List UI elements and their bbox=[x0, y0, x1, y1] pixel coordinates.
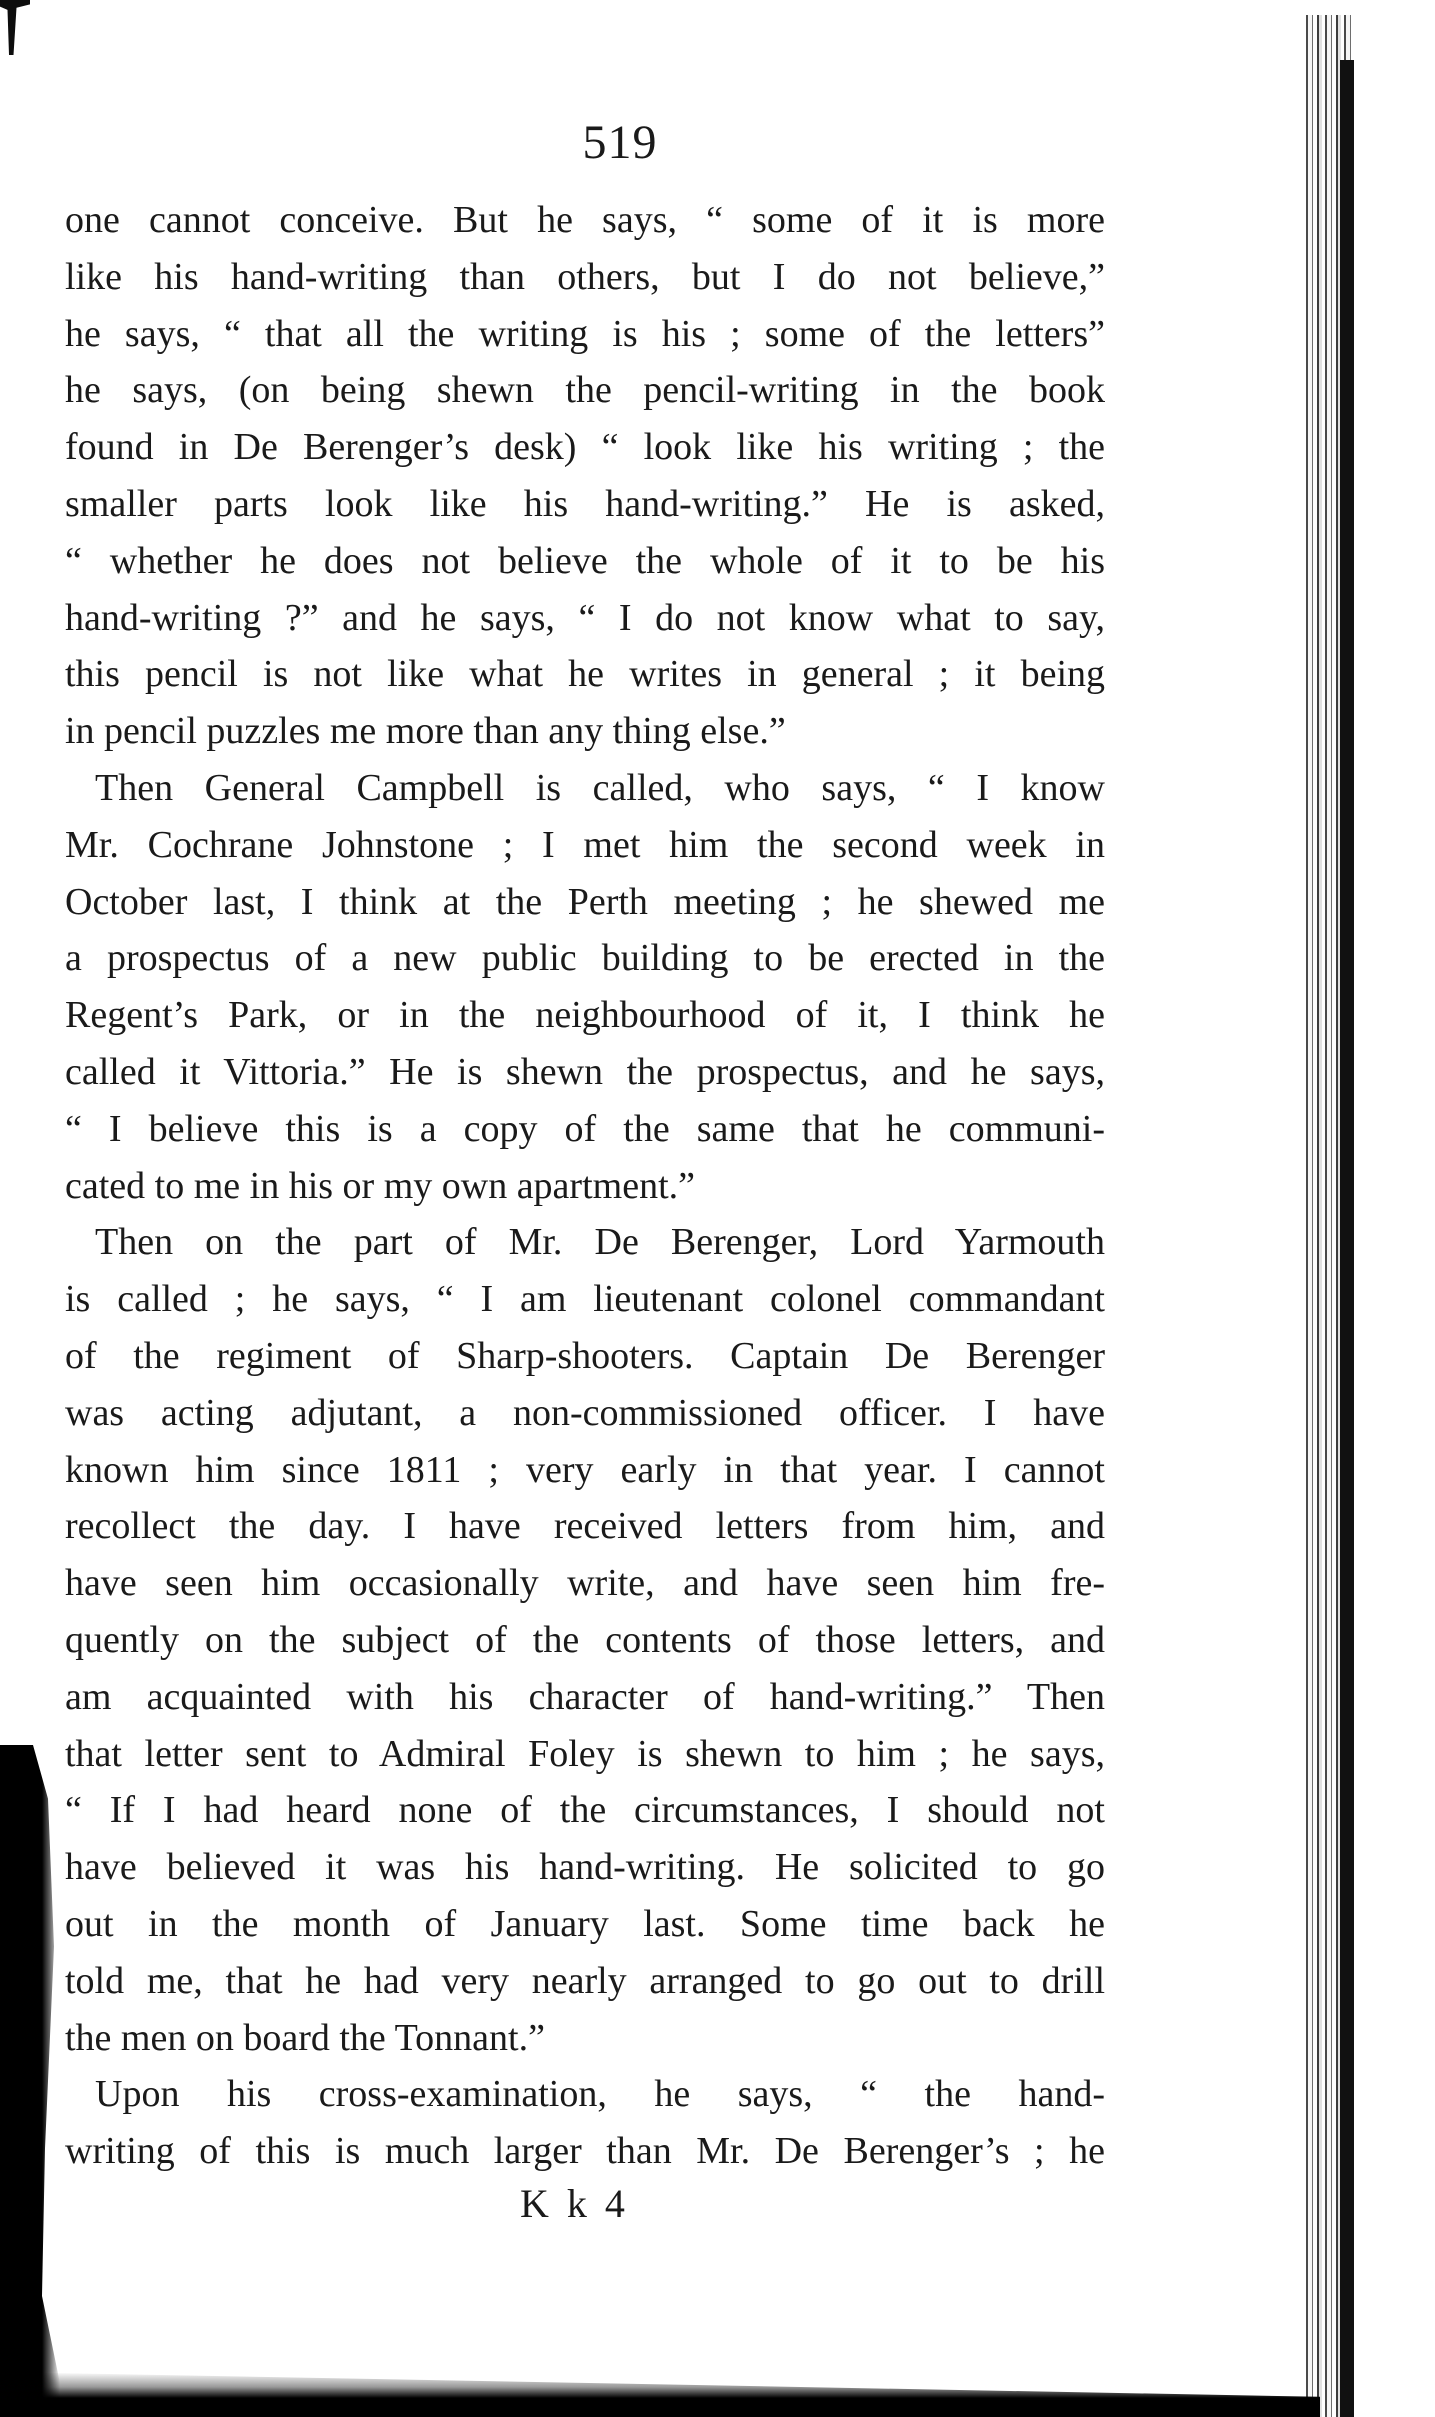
body-text bbox=[65, 192, 1105, 2180]
scan-left-shadow bbox=[0, 1745, 60, 2417]
text-line: “ I believe this is a copy of the same that he communi- bbox=[65, 1107, 1105, 1150]
text-line: Regent’s Park, or in the neighbourhood of it, I think he bbox=[65, 994, 1105, 1037]
text-line: have believed it was his hand-writing. He solicited to go bbox=[65, 1846, 1105, 1889]
text-line: this pencil is not like what he writes in general ; it being bbox=[65, 653, 1105, 696]
text-line: the men on board the Tonnant.” bbox=[65, 2016, 545, 2059]
text-line: told me, that he had very nearly arranged to go out to drill bbox=[65, 1959, 1105, 2002]
text-line: am acquainted with his character of hand-writing.” Then bbox=[65, 1675, 1105, 1718]
text-line: was acting adjutant, a non-commissioned officer. I have bbox=[65, 1391, 1105, 1434]
text-line: he says, (on being shewn the pencil-writing in the book bbox=[65, 369, 1105, 412]
text-line: smaller parts look like his hand-writing.” He is asked, bbox=[65, 482, 1105, 525]
text-line: writing of this is much larger than Mr. De Berenger’s ; he bbox=[65, 2130, 1105, 2173]
text-line: have seen him occasionally write, and have seen him fre- bbox=[65, 1562, 1105, 1605]
text-line: out in the month of January last. Some time back he bbox=[65, 1902, 1105, 1945]
text-line: found in De Berenger’s desk) “ look like his writing ; the bbox=[65, 426, 1105, 469]
text-line: October last, I think at the Perth meeting ; he shewed me bbox=[65, 880, 1105, 923]
signature-mark: K k 4 bbox=[520, 2181, 629, 2226]
text-line: a prospectus of a new public building to be erected in the bbox=[65, 937, 1105, 980]
text-line: Mr. Cochrane Johnstone ; I met him the second week in bbox=[65, 823, 1105, 866]
text-line: in pencil puzzles me more than any thing else.” bbox=[65, 710, 786, 753]
text-line: “ whether he does not believe the whole of it to be his bbox=[65, 539, 1105, 582]
page-number: 519 bbox=[582, 116, 658, 169]
text-line: “ If I had heard none of the circumstances, I should not bbox=[65, 1789, 1105, 1832]
scan-bottom-shadow bbox=[0, 2372, 1320, 2417]
text-line: cated to me in his or my own apartment.” bbox=[65, 1164, 695, 1207]
text-line: known him since 1811 ; very early in that year. I cannot bbox=[65, 1448, 1105, 1491]
text-line: hand-writing ?” and he says, “ I do not know what to say, bbox=[65, 596, 1105, 639]
text-line: quently on the subject of the contents of those letters, and bbox=[65, 1618, 1105, 1661]
binding-edge-shadow bbox=[1340, 60, 1354, 2417]
text-line: is called ; he says, “ I am lieutenant colonel commandant bbox=[65, 1278, 1105, 1321]
text-line: Upon his cross-examination, he says, “ the hand- bbox=[95, 2073, 1105, 2116]
text-line: he says, “ that all the writing is his ; some of the letters” bbox=[65, 312, 1105, 355]
text-line: like his hand-writing than others, but I do not believe,” bbox=[65, 255, 1105, 298]
text-line: one cannot conceive. But he says, “ some of it is more bbox=[65, 199, 1105, 241]
text-line: of the regiment of Sharp-shooters. Captain De Berenger bbox=[65, 1334, 1105, 1377]
scan-corner-mark bbox=[0, 0, 30, 55]
text-line: recollect the day. I have received letters from him, and bbox=[65, 1505, 1105, 1548]
text-line: that letter sent to Admiral Foley is shewn to him ; he says, bbox=[65, 1732, 1105, 1775]
text-line: Then General Campbell is called, who says, “ I know bbox=[95, 766, 1105, 809]
text-line: Then on the part of Mr. De Berenger, Lord Yarmouth bbox=[95, 1221, 1105, 1264]
text-line: called it Vittoria.” He is shewn the prospectus, and he says, bbox=[65, 1050, 1105, 1093]
